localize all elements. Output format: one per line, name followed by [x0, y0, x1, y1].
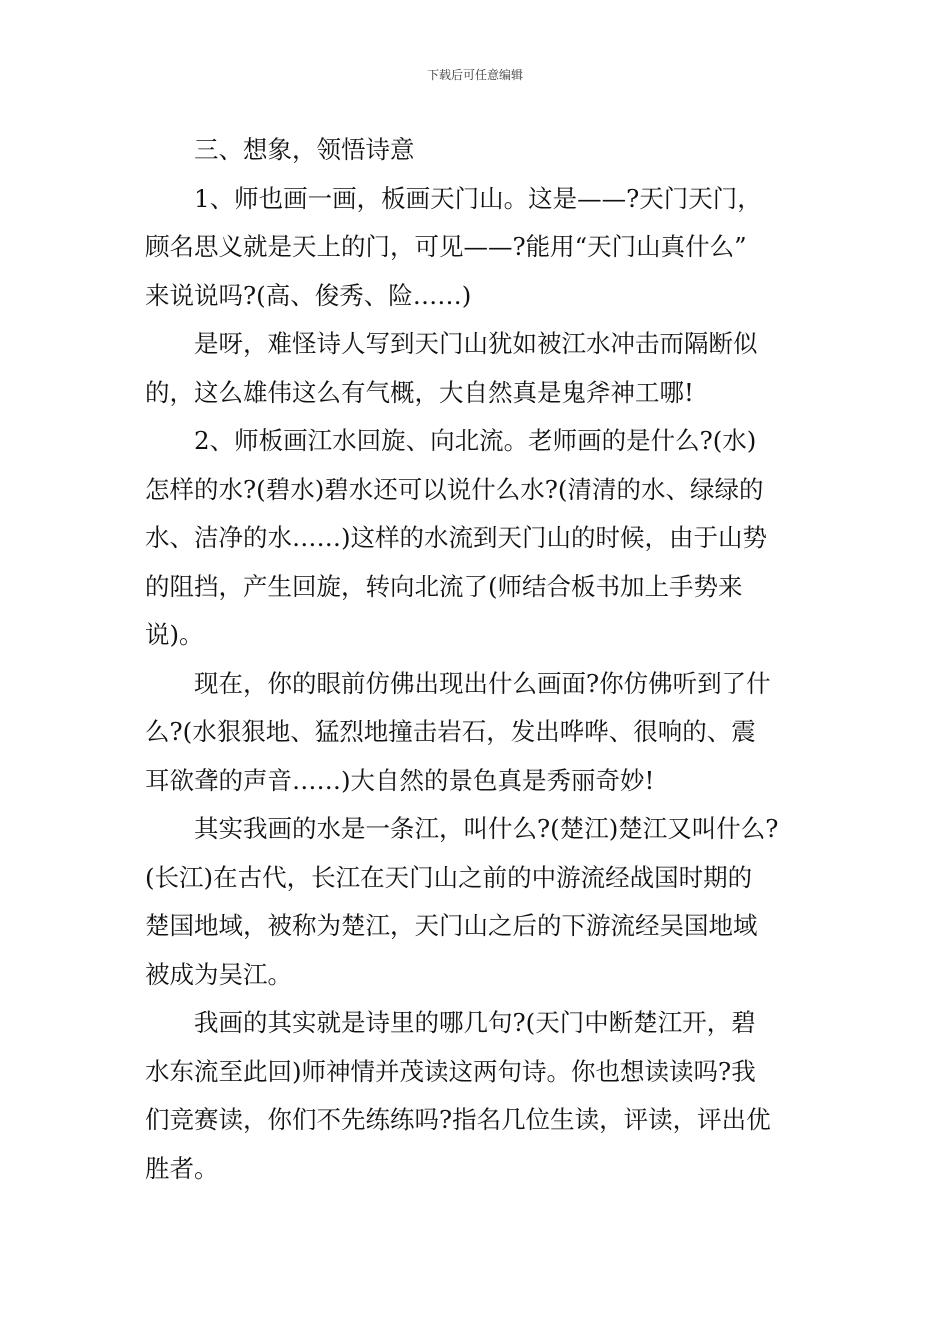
text-line: 1、师也画一画，板画天门山。这是——?天门天门， — [194, 183, 762, 213]
text-line: 胜者。 — [145, 1153, 219, 1183]
text-line: 其实我画的水是一条江，叫什么?(楚江)楚江又叫什么? — [194, 814, 779, 843]
text-line: 来说说吗?(高、俊秀、险……) — [145, 280, 472, 310]
text-line: 我画的其实就是诗里的哪几句?(天门中断楚江开，碧 — [194, 1008, 756, 1037]
text-line: 的，这么雄伟这么有气概，大自然真是鬼斧神工哪! — [145, 377, 694, 407]
text-line: 是呀，难怪诗人写到天门山犹如被江水冲击而隔断似 — [194, 329, 758, 358]
text-line: 么?(水狠狠地、猛烈地撞击岩石，发出哗哗、很响的、震 — [145, 717, 756, 746]
text-line: 说)。 — [145, 620, 204, 649]
text-line: 顾名思义就是天上的门，可见——?能用“天门山真什么” — [145, 232, 747, 261]
text-line: 2、师板画江水回旋、向北流。老师画的是什么?(水) — [194, 426, 757, 455]
text-line: 现在，你的眼前仿佛出现出什么画面?你仿佛听到了什 — [194, 668, 771, 698]
text-line: 楚国地域，被称为楚江，天门山之后的下游流经吴国地域 — [145, 911, 758, 940]
text-line: 们竞赛读，你们不先练练吗?指名几位生读，评读，评出优 — [145, 1105, 771, 1134]
text-line: 水、洁净的水……)这样的水流到天门山的时候，由于山势 — [145, 523, 768, 552]
text-line: 三、想象，领悟诗意 — [194, 135, 415, 164]
document-body — [145, 126, 810, 1193]
text-line: 的阻挡，产生回旋，转向北流了(师结合板书加上手势来 — [145, 571, 743, 601]
text-line: (长江)在古代，长江在天门山之前的中游流经战国时期的 — [145, 862, 753, 892]
text-line: 耳欲聋的声音……)大自然的景色真是秀丽奇妙! — [145, 765, 655, 795]
page-header: 下载后可任意编辑 — [426, 68, 523, 82]
text-line: 水东流至此回)师神情并茂读这两句诗。你也想读读吗?我 — [145, 1056, 756, 1086]
text-line: 被成为吴江。 — [145, 959, 292, 989]
text-line: 怎样的水?(碧水)碧水还可以说什么水?(清清的水、绿绿的 — [145, 474, 764, 504]
